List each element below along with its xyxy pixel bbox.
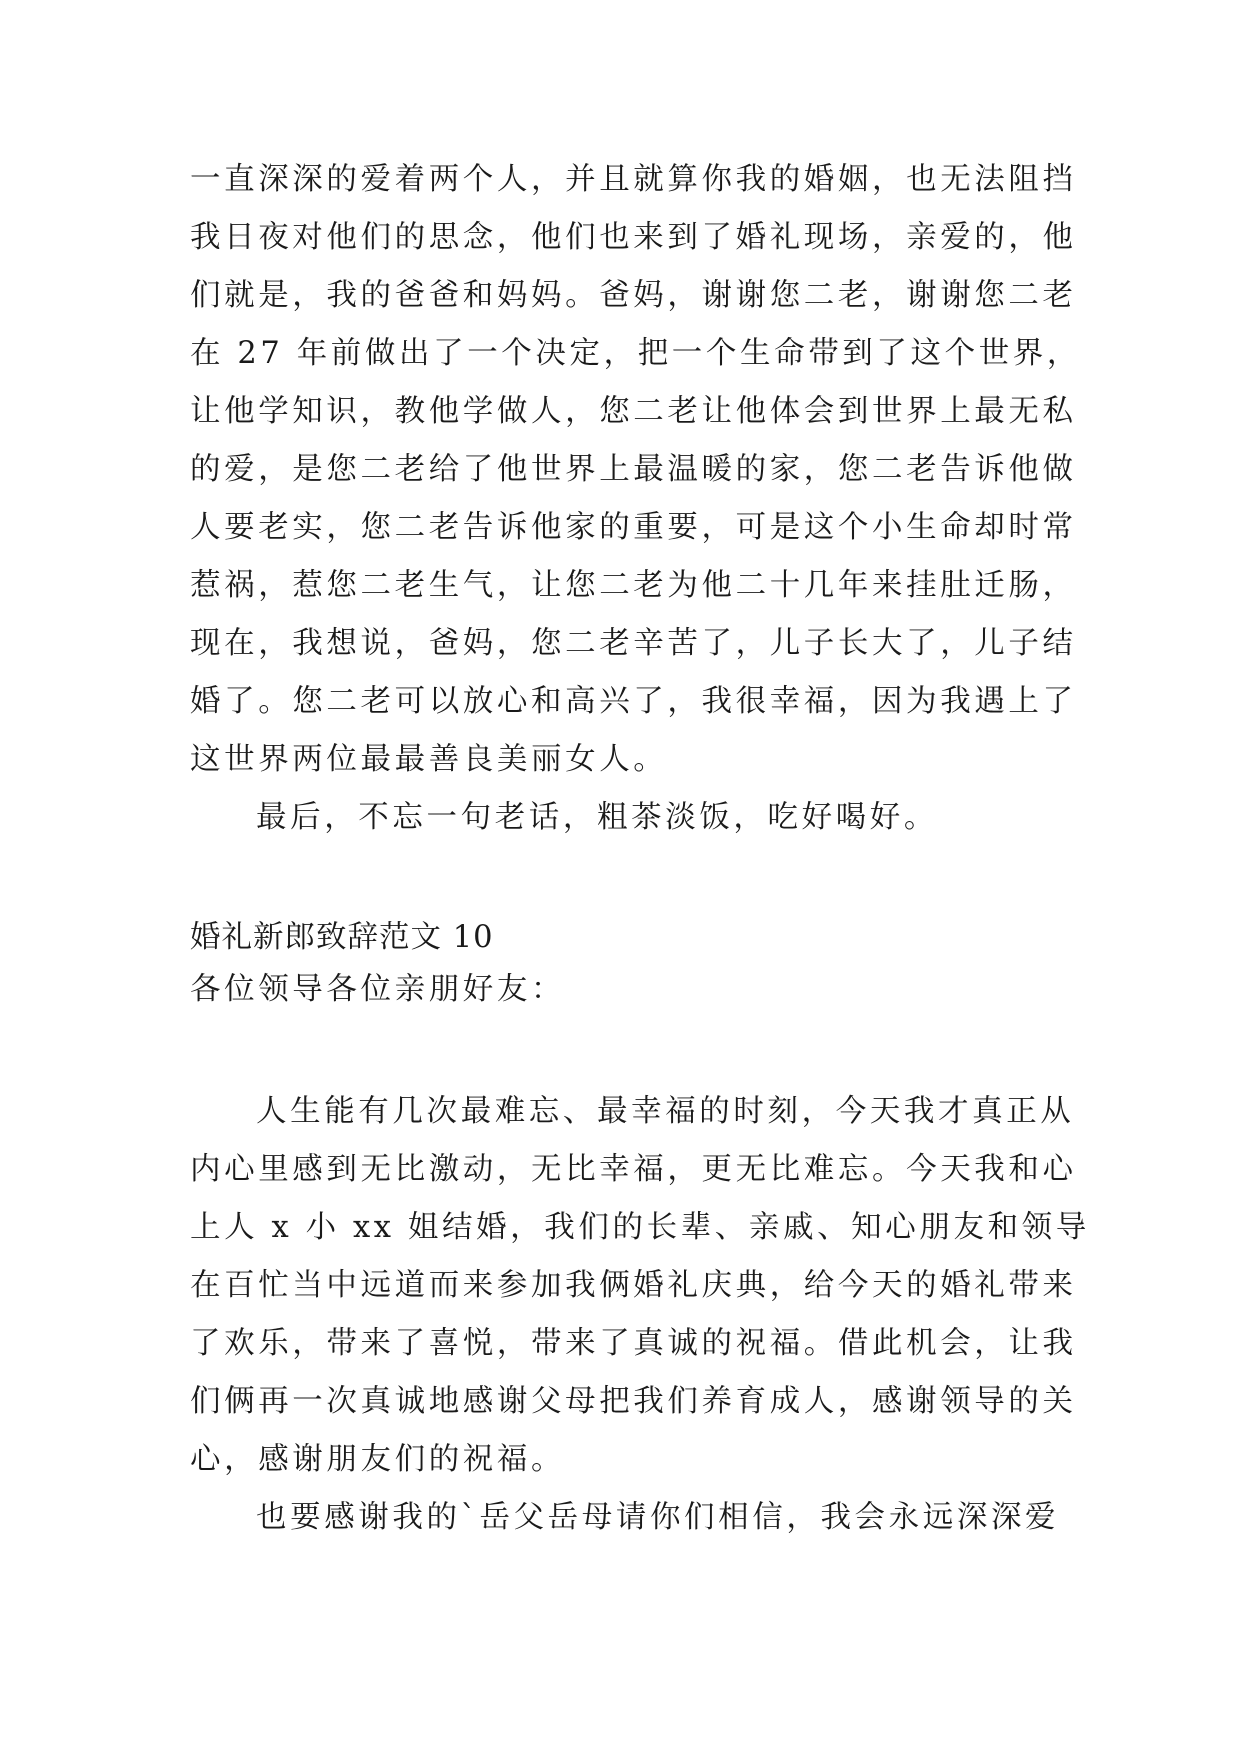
body-line: 一直深深的爱着两个人，并且就算你我的婚姻，也无法阻挡: [190, 162, 1077, 197]
body-line: 惹祸，惹您二老生气，让您二老为他二十几年来挂肚迁肠，: [190, 568, 1077, 603]
body-line: 心，感谢朋友们的祝福。: [190, 1442, 566, 1477]
body-line: 让他学知识，教他学做人，您二老让他体会到世界上最无私: [190, 394, 1077, 429]
body-line: 在百忙当中远道而来参加我俩婚礼庆典，给今天的婚礼带来: [190, 1268, 1077, 1303]
body-line: 上人 x 小 xx 姐结婚，我们的长辈、亲戚、知心朋友和领导: [190, 1210, 1090, 1245]
body-line: 人生能有几次最难忘、最幸福的时刻，今天我才真正从: [256, 1094, 1075, 1129]
body-line: 内心里感到无比激动，无比幸福，更无比难忘。今天我和心: [190, 1152, 1077, 1187]
body-line: 现在，我想说，爸妈，您二老辛苦了，儿子长大了，儿子结: [190, 626, 1077, 661]
body-line: 也要感谢我的`岳父岳母请你们相信，我会永远深深爱: [256, 1500, 1060, 1535]
body-line: 婚了。您二老可以放心和高兴了，我很幸福，因为我遇上了: [190, 684, 1077, 719]
closing-line: 最后，不忘一句老话，粗茶淡饭，吃好喝好。: [256, 800, 938, 835]
salutation: 各位领导各位亲朋好友：: [190, 972, 566, 1007]
body-line: 的爱，是您二老给了他世界上最温暖的家，您二老告诉他做: [190, 452, 1077, 487]
body-line: 人要老实，您二老告诉他家的重要，可是这个小生命却时常: [190, 510, 1077, 545]
body-line: 我日夜对他们的思念，他们也来到了婚礼现场，亲爱的，他: [190, 220, 1077, 255]
body-line: 这世界两位最最善良美丽女人。: [190, 742, 668, 777]
body-line: 们俩再一次真诚地感谢父母把我们养育成人，感谢领导的关: [190, 1384, 1077, 1419]
body-line: 们就是，我的爸爸和妈妈。爸妈，谢谢您二老，谢谢您二老: [190, 278, 1077, 313]
body-line: 了欢乐，带来了喜悦，带来了真诚的祝福。借此机会，让我: [190, 1326, 1077, 1361]
body-line: 在 27 年前做出了一个决定，把一个生命带到了这个世界，: [190, 336, 1081, 371]
section-title: 婚礼新郎致辞范文 10: [190, 920, 494, 955]
